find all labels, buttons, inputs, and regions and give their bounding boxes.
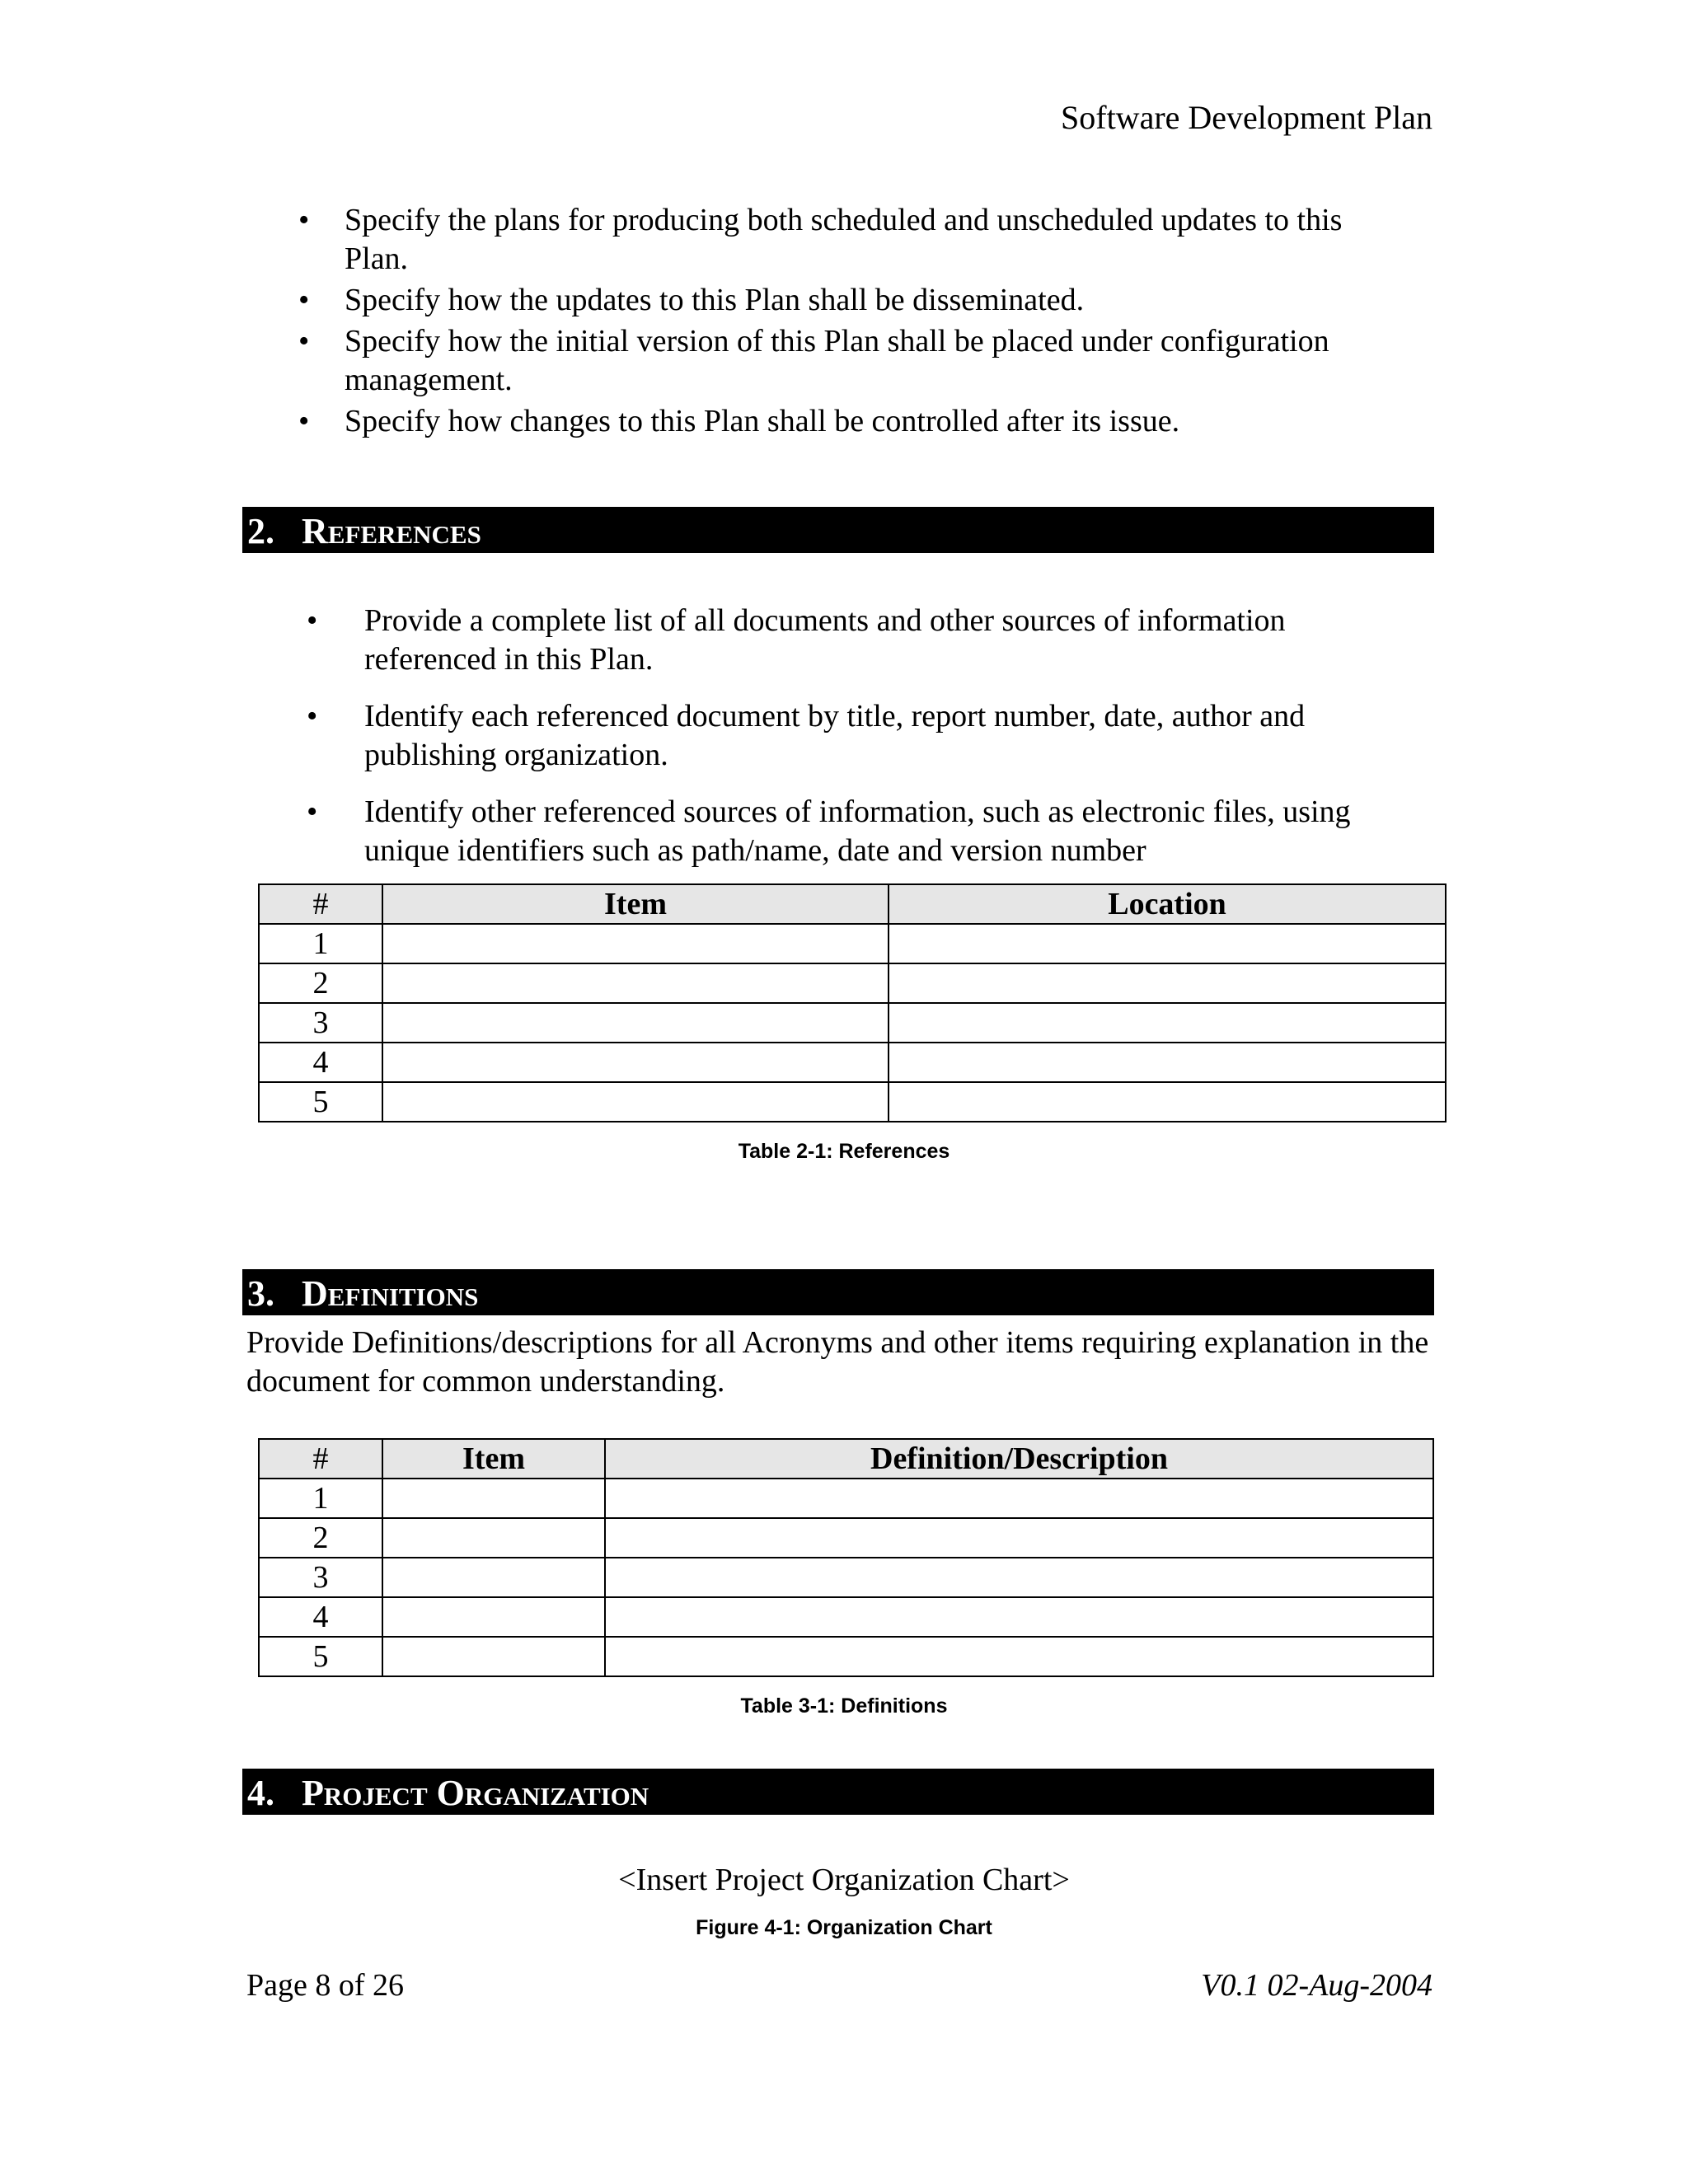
table-cell: 5	[259, 1637, 382, 1676]
section-title: Definitions	[302, 1273, 479, 1314]
table-cell	[382, 1597, 605, 1637]
list-item: • Identify other referenced sources of information, such as electronic files, using unique identifiers such as path/name, date and version number	[307, 794, 1351, 868]
table-row	[259, 1003, 1446, 1043]
table-cell: 3	[259, 1558, 382, 1597]
section-title: Project Organization	[302, 1773, 649, 1813]
table-cell	[889, 1082, 1446, 1122]
chart-placeholder-text: <Insert Project Organization Chart>	[618, 1863, 1070, 1897]
table-caption: Table 3-1: Definitions	[740, 1694, 948, 1718]
table-cell: 3	[259, 1003, 382, 1043]
definitions-table	[258, 1438, 1434, 1677]
table-cell: 4	[259, 1043, 382, 1082]
table-cell: 1	[259, 1479, 382, 1518]
bullet-icon: •	[298, 324, 310, 359]
list-item: • Provide a complete list of all documents and other sources of information referenced in this Plan.	[307, 603, 1286, 677]
bullet-icon: •	[307, 794, 318, 829]
figure-caption: Figure 4-1: Organization Chart	[696, 1916, 992, 1939]
table-cell	[382, 963, 889, 1003]
table-row	[259, 924, 1446, 963]
bullet-icon: •	[298, 283, 310, 317]
table-cell	[382, 1558, 605, 1597]
page-number: Page 8 of 26	[246, 1968, 405, 2003]
table-caption: Table 2-1: References	[738, 1140, 950, 1163]
table-row	[259, 1518, 1433, 1558]
table-row	[259, 1597, 1433, 1637]
table-cell	[605, 1637, 1433, 1676]
table-row	[259, 963, 1446, 1003]
table-row	[259, 1479, 1433, 1518]
section-heading-project-organization	[242, 1769, 1434, 1815]
bullet-icon: •	[298, 404, 310, 438]
table-cell	[382, 1637, 605, 1676]
table-cell	[889, 924, 1446, 963]
running-header: Software Development Plan	[1061, 99, 1432, 136]
column-header: #	[259, 1439, 382, 1479]
table-cell	[382, 1518, 605, 1558]
table-cell: 2	[259, 1518, 382, 1558]
table-cell	[605, 1597, 1433, 1637]
table-header-row	[259, 884, 1446, 924]
references-table	[258, 883, 1447, 1122]
column-header: Item	[382, 1439, 605, 1479]
definitions-paragraph: Provide Definitions/descriptions for all Acronyms and other items requiring explanation in the document for common understanding.	[246, 1325, 1429, 1399]
table-cell: 4	[259, 1597, 382, 1637]
intro-bullet-list	[298, 201, 1403, 441]
table-cell	[382, 1082, 889, 1122]
table-cell	[605, 1518, 1433, 1558]
list-item: • Identify each referenced document by title, report number, date, author and publishing organization.	[307, 699, 1306, 772]
table-cell: 1	[259, 924, 382, 963]
list-item: • Specify how changes to this Plan shall be controlled after its issue.	[298, 402, 1403, 441]
section-number: 3.	[247, 1273, 274, 1314]
section-number: 4.	[247, 1773, 274, 1813]
list-item: • Specify how the updates to this Plan shall be disseminated.	[298, 281, 1403, 320]
column-header: Location	[889, 884, 1446, 924]
list-item: • Specify how the initial version of this Plan shall be placed under configuration management.	[298, 324, 1329, 397]
table-cell	[889, 1003, 1446, 1043]
table-cell	[382, 1479, 605, 1518]
table-cell	[605, 1479, 1433, 1518]
table-cell	[382, 1003, 889, 1043]
column-header: Definition/Description	[605, 1439, 1433, 1479]
bullet-icon: •	[307, 699, 318, 733]
table-cell: 5	[259, 1082, 382, 1122]
section-title: References	[302, 511, 481, 551]
column-header: Item	[382, 884, 889, 924]
table-cell	[889, 963, 1446, 1003]
references-bullet-list	[307, 602, 1411, 870]
list-item: • Specify the plans for producing both scheduled and unscheduled updates to this Plan.	[298, 203, 1343, 276]
table-cell	[382, 924, 889, 963]
table-cell	[889, 1043, 1446, 1082]
section-heading-references	[242, 507, 1434, 553]
table-cell: 2	[259, 963, 382, 1003]
table-row	[259, 1637, 1433, 1676]
table-row	[259, 1082, 1446, 1122]
section-number: 2.	[247, 511, 274, 551]
section-heading-definitions	[242, 1269, 1434, 1315]
table-header-row	[259, 1439, 1433, 1479]
table-row	[259, 1043, 1446, 1082]
version-date: V0.1 02-Aug-2004	[1201, 1968, 1432, 2003]
table-cell	[382, 1043, 889, 1082]
bullet-icon: •	[298, 203, 310, 237]
table-row	[259, 1558, 1433, 1597]
bullet-icon: •	[307, 603, 318, 638]
column-header: #	[259, 884, 382, 924]
table-cell	[605, 1558, 1433, 1597]
